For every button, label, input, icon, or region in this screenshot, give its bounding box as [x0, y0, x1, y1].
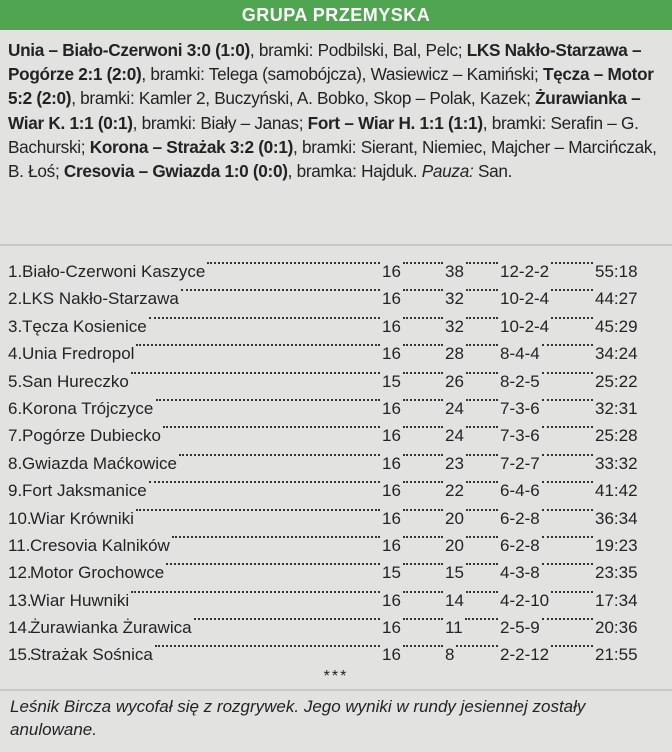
home-team: Cresovia [63, 161, 135, 182]
match-result: Korona – Strażak 3:2 (0:1), bramki: Sierant, Niemiec, Majcher – Marcińczak, B. Łoś; [8, 136, 657, 182]
scorers: Serafin – G. Bachurski [8, 112, 639, 157]
scorers: Telega (samobójcza), Wasiewicz – Kamiński [208, 64, 534, 85]
points: 20 [445, 508, 464, 528]
divider [0, 244, 672, 246]
scorers: Biały – Janas [200, 112, 299, 133]
position: 7. [8, 426, 23, 446]
team-name: Strażak Sośnica [30, 645, 153, 665]
match-score: 3:2 (0:1) [229, 136, 294, 157]
position: 2. [8, 289, 23, 309]
dot-leader [542, 368, 593, 374]
dot-leader [466, 532, 498, 538]
position: 14. [8, 618, 32, 638]
dot-leader [466, 450, 498, 456]
home-team: Tęcza [542, 64, 590, 85]
team-name: Pogórze Dubiecko [22, 426, 161, 446]
goal-difference: 17:34 [595, 590, 638, 610]
dot-leader [466, 395, 498, 401]
divider [0, 689, 672, 691]
table-row [0, 450, 672, 477]
match-result: Cresovia – Gwiazda 1:0 (0:0), bramka: Hajduk. [63, 161, 422, 182]
position: 6. [8, 398, 23, 418]
goal-difference: 25:22 [595, 371, 638, 391]
goal-difference: 33:32 [595, 453, 638, 473]
position: 12. [8, 563, 32, 583]
dot-leader [542, 340, 593, 346]
dot-leader [466, 422, 498, 428]
win-draw-loss: 7-2-7 [500, 453, 540, 473]
pause-team: San. [477, 161, 513, 182]
dot-leader [403, 559, 443, 565]
team-name: Fort Jaksmanice [22, 481, 147, 501]
dot-leader [551, 587, 593, 593]
match-result: Żurawianka – Wiar K. 1:1 (0:1), bramki: Biały – Janas; [8, 88, 641, 133]
position: 15. [8, 645, 32, 665]
team-name: Wiar Krówniki [30, 508, 134, 528]
home-team: Unia [8, 40, 45, 60]
team-name: Biało-Czerwoni Kaszyce [22, 262, 206, 281]
match-result: LKS Nakło-Starzawa – Pogórze 2:1 (2:0), bramki: Telega (samobójcza), Wasiewicz – Kamiński; [8, 40, 642, 85]
dot-leader [194, 614, 380, 620]
dot-leader [466, 505, 498, 511]
match-result: Unia – Biało-Czerwoni 3:0 (1:0), bramki: Podbilski, Bal, Pelc; [8, 40, 467, 60]
table-row [0, 395, 672, 422]
dot-leader [403, 505, 443, 511]
position: 3. [8, 316, 23, 336]
table-row [0, 614, 672, 641]
goal-difference: 44:27 [595, 289, 638, 309]
dot-leader [172, 532, 380, 538]
position: 11. [8, 535, 31, 555]
games-played: 16 [382, 508, 401, 528]
dot-leader [155, 641, 380, 647]
position: 9. [8, 481, 23, 501]
section-header [0, 0, 672, 30]
home-team: LKS Nakło-Starzawa [466, 40, 628, 60]
dot-leader [542, 395, 593, 401]
dot-leader [179, 450, 380, 456]
dot-leader [542, 559, 593, 565]
points: 28 [445, 344, 464, 364]
goal-difference: 19:23 [595, 535, 638, 555]
points: 8 [445, 645, 455, 665]
win-draw-loss: 2-5-9 [500, 618, 540, 638]
points: 15 [445, 563, 464, 583]
games-played: 16 [382, 590, 401, 610]
scorers: Sierant, Niemiec, Majcher – Marcińczak, B. Łoś [8, 136, 657, 182]
standings-table [0, 258, 672, 669]
dot-leader [551, 641, 593, 647]
dot-leader [466, 587, 498, 593]
goal-difference: 21:55 [595, 645, 638, 665]
dot-leader [542, 477, 593, 483]
dot-leader [403, 422, 443, 428]
dot-leader [403, 395, 443, 401]
position: 4. [8, 344, 23, 364]
win-draw-loss: 6-2-8 [500, 508, 540, 528]
points: 14 [445, 590, 464, 610]
win-draw-loss: 10-2-4 [500, 289, 550, 309]
match-teams: LKS Nakło-Starzawa – Pogórze 2:1 (2:0) [8, 40, 642, 85]
table-row [0, 258, 672, 285]
dot-leader [156, 395, 380, 401]
team-name: Motor Grochowce [30, 563, 165, 583]
games-played: 16 [382, 262, 401, 281]
dot-leader [163, 422, 380, 428]
position: 5. [8, 371, 23, 391]
away-team: Biało-Czerwoni [62, 40, 183, 60]
pause-info [422, 161, 512, 181]
goal-difference: 32:31 [595, 398, 638, 418]
dot-leader [136, 505, 380, 511]
away-team: Wiar H. [358, 112, 416, 133]
dot-leader [466, 477, 498, 483]
table-row [0, 641, 672, 668]
dot-leader [403, 587, 443, 593]
dot-leader [542, 532, 593, 538]
dot-leader [403, 340, 443, 346]
team-name: Gwiazda Maćkowice [22, 453, 177, 473]
scorers-label: bramki: [150, 64, 205, 85]
match-score: 3:0 (1:0) [186, 40, 250, 60]
games-played: 16 [382, 535, 401, 555]
match-teams: Korona – Strażak 3:2 (0:1) [89, 136, 294, 157]
dot-leader [403, 641, 443, 647]
win-draw-loss: 12-2-2 [500, 262, 550, 281]
scorers-label: bramki: [80, 88, 135, 109]
win-draw-loss: 7-3-6 [500, 398, 540, 418]
dot-leader [403, 368, 443, 374]
team-name: San Hureczko [22, 371, 129, 391]
dot-leader [466, 340, 498, 346]
points: 20 [445, 535, 464, 555]
match-result: Fort – Wiar H. 1:1 (1:1), bramki: Serafin – G. Bachurski; [8, 112, 639, 157]
dot-leader [181, 285, 380, 291]
goal-difference: 23:35 [595, 563, 638, 583]
win-draw-loss: 7-3-6 [500, 426, 540, 446]
dot-leader [542, 614, 593, 620]
dot-leader [466, 313, 498, 319]
games-played: 16 [382, 398, 401, 418]
table-row [0, 505, 672, 532]
table-row [0, 313, 672, 340]
dot-leader [456, 641, 498, 647]
scorers: Hajduk [361, 161, 413, 182]
match-score: 1:1 (1:1) [419, 112, 483, 133]
win-draw-loss: 2-2-12 [500, 645, 550, 665]
away-team: Pogórze [8, 64, 74, 85]
points: 32 [445, 289, 464, 309]
games-played: 16 [382, 645, 401, 665]
dot-leader [551, 258, 593, 264]
table-row [0, 477, 672, 504]
points: 11 [445, 618, 463, 638]
match-results [8, 38, 664, 183]
team-name: Korona Trójczyce [22, 398, 154, 418]
away-team: Motor [607, 64, 654, 85]
dot-leader [403, 285, 443, 291]
goal-difference: 45:29 [595, 316, 638, 336]
position: 1. [8, 262, 23, 281]
section-title: GRUPA PRZEMYSKA [241, 4, 431, 25]
home-team: Żurawianka [535, 88, 627, 109]
win-draw-loss: 6-4-6 [500, 481, 540, 501]
points: 23 [445, 453, 464, 473]
scorers: Podbilski, Bal, Pelc [317, 40, 458, 60]
dot-leader [542, 450, 593, 456]
points: 32 [445, 316, 464, 336]
games-played: 15 [382, 563, 401, 583]
dot-leader [403, 614, 443, 620]
goal-difference: 41:42 [595, 481, 638, 501]
points: 24 [445, 426, 464, 446]
match-teams: Unia – Biało-Czerwoni 3:0 (1:0) [8, 40, 250, 60]
home-team: Fort [307, 112, 340, 133]
away-team: Gwiazda [152, 161, 220, 182]
dot-leader [466, 285, 498, 291]
games-played: 15 [382, 371, 401, 391]
separator-stars: *** [323, 668, 349, 685]
match-teams: Żurawianka – Wiar K. 1:1 (0:1) [8, 88, 641, 133]
dot-leader [403, 532, 443, 538]
dot-leader [466, 559, 498, 565]
dot-leader [131, 587, 380, 593]
table-row [0, 422, 672, 449]
position: 8. [8, 453, 23, 473]
table-row [0, 368, 672, 395]
match-score: 1:0 (0:0) [224, 161, 288, 182]
match-teams: Tęcza – Motor 5:2 (2:0) [8, 64, 654, 109]
games-played: 16 [382, 618, 401, 638]
dot-leader [466, 368, 498, 374]
dot-leader [403, 477, 443, 483]
scorers: Kamler 2, Buczyński, A. Bobko, Skop – Polak, Kazek [138, 88, 527, 109]
games-played: 16 [382, 426, 401, 446]
win-draw-loss: 4-2-10 [500, 590, 550, 610]
team-name: Tęcza Kosienice [22, 316, 147, 336]
match-teams: Cresovia – Gwiazda 1:0 (0:0) [63, 161, 288, 182]
dot-leader [403, 313, 443, 319]
team-name: Unia Fredropol [22, 344, 135, 364]
team-name: Cresovia Kalników [30, 535, 170, 555]
win-draw-loss: 8-4-4 [500, 344, 540, 364]
scorers-label: bramki: [258, 40, 314, 60]
goal-difference: 20:36 [595, 618, 638, 638]
dot-leader [551, 313, 593, 319]
match-result: Tęcza – Motor 5:2 (2:0), bramki: Kamler 2, Buczyński, A. Bobko, Skop – Polak, Kazek; [8, 64, 654, 109]
dot-leader [542, 505, 593, 511]
match-score: 1:1 (0:1) [69, 112, 133, 133]
win-draw-loss: 4-3-8 [500, 563, 540, 583]
withdrawal-note: Leśnik Bircza wycofał się z rozgrywek. Jego wyniki w rundy jesiennej zostały anulowane. [10, 697, 586, 739]
points: 26 [445, 371, 464, 391]
games-played: 16 [382, 481, 401, 501]
games-played: 16 [382, 316, 401, 336]
dot-leader [403, 450, 443, 456]
points: 24 [445, 398, 464, 418]
away-team: Wiar K. [8, 112, 65, 133]
dot-leader [149, 313, 380, 319]
points: 38 [445, 262, 464, 281]
table-row [0, 340, 672, 367]
dot-leader [149, 477, 380, 483]
dot-leader [465, 614, 498, 620]
goal-difference: 34:24 [595, 344, 638, 364]
scorers-label: bramki: [141, 112, 196, 133]
team-name: Żurawianka Żurawica [30, 618, 192, 638]
games-played: 16 [382, 453, 401, 473]
dot-leader [551, 285, 593, 291]
away-team: Strażak [166, 136, 226, 157]
dot-leader [131, 368, 380, 374]
goal-difference: 36:34 [595, 508, 638, 528]
dot-leader [136, 340, 380, 346]
table-row [0, 285, 672, 312]
dot-leader [466, 258, 498, 264]
scorers-label: bramka: [296, 161, 357, 182]
dot-leader [542, 422, 593, 428]
match-score: 2:1 (2:0) [78, 64, 142, 85]
team-name: LKS Nakło-Starzawa [22, 289, 179, 309]
scorers-label: bramki: [491, 112, 546, 133]
match-teams: Fort – Wiar H. 1:1 (1:1) [307, 112, 483, 133]
table-row [0, 587, 672, 614]
match-score: 5:2 (2:0) [8, 88, 72, 109]
win-draw-loss: 6-2-8 [500, 535, 540, 555]
dot-leader [403, 258, 443, 264]
pause-label: Pauza: [421, 161, 474, 182]
goal-difference: 55:18 [595, 262, 638, 281]
home-team: Korona [89, 136, 149, 157]
dot-leader [166, 559, 380, 565]
position: 10. [8, 508, 32, 528]
table-row [0, 532, 672, 559]
win-draw-loss: 8-2-5 [500, 371, 540, 391]
games-played: 16 [382, 344, 401, 364]
team-name: Wiar Huwniki [30, 590, 130, 610]
table-row [0, 559, 672, 586]
games-played: 16 [382, 289, 401, 309]
win-draw-loss: 10-2-4 [500, 316, 550, 336]
scorers-label: bramki: [302, 136, 357, 157]
dot-leader [207, 258, 380, 264]
goal-difference: 25:28 [595, 426, 638, 446]
position: 13. [8, 590, 32, 610]
points: 22 [445, 481, 464, 501]
